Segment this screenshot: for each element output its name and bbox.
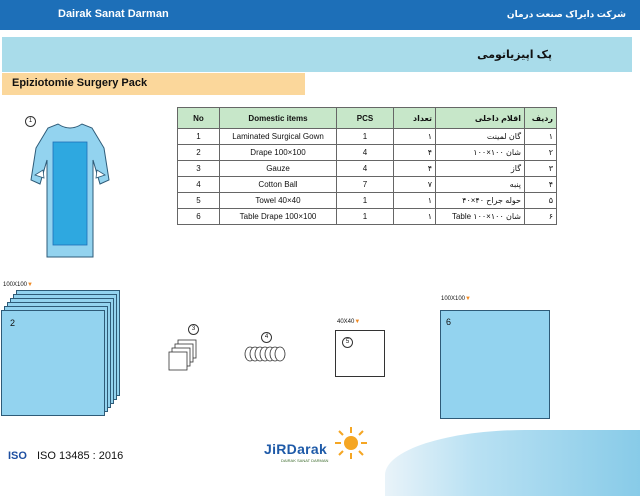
gown-marker: 1 <box>25 116 36 127</box>
cell-pcs: 4 <box>337 145 394 161</box>
towel-size: 40X40▼ <box>337 319 361 325</box>
header-qty-fa: تعداد <box>394 108 436 129</box>
cell-qty-fa: ۷ <box>394 177 436 193</box>
cell-pcs: 1 <box>337 193 394 209</box>
towel-illustration <box>335 330 385 377</box>
iso-standard-text: ISO 13485 : 2016 <box>37 450 124 462</box>
cell-item: Table Drape 100×100 <box>220 209 337 225</box>
cell-pcs: 1 <box>337 209 394 225</box>
header-item: Domestic items <box>220 108 337 129</box>
cell-item-fa: گاز <box>436 161 525 177</box>
table-row <box>178 129 557 145</box>
cell-item-fa: حوله جراح ۴۰×۴۰ <box>436 193 525 209</box>
drape-sheet <box>1 310 105 416</box>
gauze-illustration <box>168 338 198 376</box>
header-item-fa: اقلام داخلی <box>436 108 525 129</box>
cell-qty-fa: ۱ <box>394 193 436 209</box>
cell-row-fa: ۲ <box>525 145 557 161</box>
page-subtitle-en: Epiziotomie Surgery Pack <box>12 77 148 89</box>
table-header-row <box>178 108 557 129</box>
items-table <box>177 107 557 225</box>
cell-no: 4 <box>178 177 220 193</box>
table-drape-illustration <box>440 310 550 419</box>
cell-row-fa: ۳ <box>525 161 557 177</box>
cell-no: 2 <box>178 145 220 161</box>
iso-badge: ISO <box>8 450 27 462</box>
cell-item-fa: شان Table ۱۰۰×۱۰۰ <box>436 209 525 225</box>
cotton-ball-illustration <box>244 345 288 363</box>
header-pcs: PCS <box>337 108 394 129</box>
table-row <box>178 209 557 225</box>
header-no: No <box>178 108 220 129</box>
cell-item: Gauze <box>220 161 337 177</box>
table-row <box>178 145 557 161</box>
drape-stack-size: 100X100▼ <box>3 282 33 288</box>
cell-item: Towel 40×40 <box>220 193 337 209</box>
cell-qty-fa: ۱ <box>394 129 436 145</box>
cell-no: 1 <box>178 129 220 145</box>
towel-marker: 5 <box>342 337 353 348</box>
company-name-en: Dairak Sanat Darman <box>58 8 169 20</box>
cell-no: 6 <box>178 209 220 225</box>
cell-row-fa: ۶ <box>525 209 557 225</box>
footer-wave <box>385 430 640 496</box>
cell-item: Drape 100×100 <box>220 145 337 161</box>
cell-item-fa: شان ۱۰۰×۱۰۰ <box>436 145 525 161</box>
cell-item-fa: گان لمینت <box>436 129 525 145</box>
cell-pcs: 1 <box>337 129 394 145</box>
table-row <box>178 177 557 193</box>
brand-tagline: DAIRAK SANAT DARMAN <box>281 458 329 463</box>
cell-pcs: 4 <box>337 161 394 177</box>
surgical-gown-illustration <box>30 122 110 267</box>
cell-no: 5 <box>178 193 220 209</box>
header-row-fa: ردیف <box>525 108 557 129</box>
page-title-fa: پک اپیزیاتومی <box>477 49 552 61</box>
cell-qty-fa: ۱ <box>394 209 436 225</box>
cell-row-fa: ۴ <box>525 177 557 193</box>
table-drape-marker: 6 <box>446 317 452 327</box>
cell-pcs: 7 <box>337 177 394 193</box>
brand-logo: JiRDarak <box>264 441 328 457</box>
cell-row-fa: ۱ <box>525 129 557 145</box>
company-name-fa: شرکت دایراک صنعت درمان <box>506 9 626 19</box>
table-drape-size: 100X100▼ <box>441 296 471 302</box>
cell-item: Cotton Ball <box>220 177 337 193</box>
drape-stack-marker: 2 <box>10 318 16 328</box>
cotton-marker: 4 <box>261 332 272 343</box>
cell-qty-fa: ۴ <box>394 161 436 177</box>
cell-item-fa: پنبه <box>436 177 525 193</box>
cell-row-fa: ۵ <box>525 193 557 209</box>
table-row <box>178 161 557 177</box>
cell-item: Laminated Surgical Gown <box>220 129 337 145</box>
cell-no: 3 <box>178 161 220 177</box>
gauze-marker: 3 <box>188 324 199 335</box>
sun-logo-icon <box>334 426 368 460</box>
cell-qty-fa: ۴ <box>394 145 436 161</box>
table-row <box>178 193 557 209</box>
